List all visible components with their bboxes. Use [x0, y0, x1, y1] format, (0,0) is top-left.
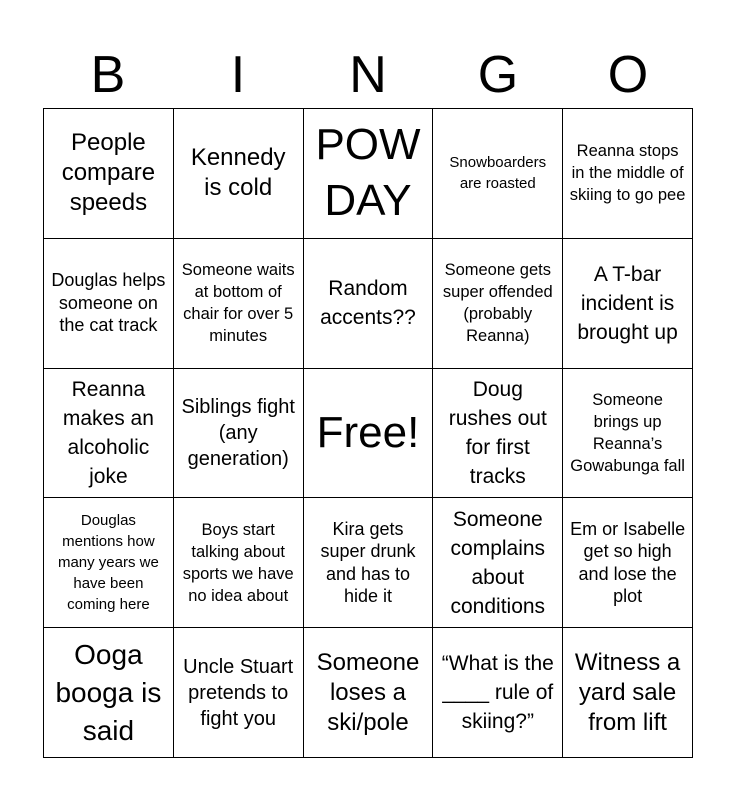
cell-text: Someone complains about conditions — [450, 507, 546, 618]
bingo-cell[interactable] — [44, 109, 174, 239]
cell-text: Random accents?? — [320, 277, 416, 330]
bingo-cell[interactable] — [563, 109, 693, 239]
cell-text: Ooga booga is said — [55, 638, 162, 746]
cell-text: A T-bar incident is brought up — [577, 262, 678, 344]
cell-text: Witness a yard sale from lift — [574, 648, 681, 736]
cell-text: Doug rushes out for first tracks — [448, 377, 547, 488]
bingo-cell[interactable] — [304, 498, 434, 628]
bingo-cell[interactable] — [174, 628, 304, 758]
bingo-cell[interactable] — [44, 369, 174, 499]
bingo-cell[interactable] — [44, 498, 174, 628]
header-letter-g: G — [477, 46, 519, 104]
bingo-cell[interactable] — [563, 369, 693, 499]
cell-text: Douglas helps someone on the cat track — [51, 270, 166, 336]
cell-text: Reanna stops in the middle of skiing to go pee — [569, 142, 686, 205]
bingo-cell[interactable] — [563, 628, 693, 758]
header-letter-n: N — [349, 46, 387, 104]
bingo-cell[interactable] — [304, 109, 434, 239]
cell-text: Someone gets super offended (probably Reanna) — [442, 261, 553, 346]
cell-text: Kennedy is cold — [190, 144, 286, 202]
bingo-cell[interactable] — [433, 239, 563, 369]
bingo-grid — [43, 108, 693, 758]
cell-text: Kira gets super drunk and has to hide it — [320, 518, 416, 607]
cell-text: Douglas mentions how many years we have been coming here — [57, 512, 159, 614]
bingo-header — [43, 42, 693, 108]
bingo-cell[interactable] — [304, 239, 434, 369]
header-letter-b: B — [90, 46, 126, 104]
bingo-cell[interactable] — [563, 239, 693, 369]
free-space[interactable] — [304, 369, 434, 499]
cell-text: Uncle Stuart pretends to fight you — [183, 655, 294, 730]
header-letter-o: O — [607, 46, 649, 104]
bingo-cell[interactable] — [563, 498, 693, 628]
cell-text: Someone brings up Reanna’s Gowabunga fall — [570, 390, 685, 475]
bingo-cell[interactable] — [174, 369, 304, 499]
cell-text: Reanna makes an alcoholic joke — [62, 377, 154, 488]
cell-text: “What is the ____ rule of skiing?” — [441, 652, 554, 734]
cell-text: People compare speeds — [61, 129, 156, 217]
bingo-cell[interactable] — [433, 109, 563, 239]
bingo-cell[interactable] — [433, 498, 563, 628]
cell-text: Free! — [316, 407, 420, 457]
header-letter-i: I — [230, 46, 246, 104]
bingo-cell[interactable] — [433, 369, 563, 499]
cell-text: Boys start talking about sports we have no idea about — [182, 520, 294, 605]
bingo-cell[interactable] — [174, 239, 304, 369]
bingo-cell[interactable] — [304, 628, 434, 758]
bingo-cell[interactable] — [44, 628, 174, 758]
cell-text: Someone loses a ski/pole — [316, 648, 420, 736]
cell-text: Someone waits at bottom of chair for over 5 minutes — [181, 261, 295, 346]
cell-text: Em or Isabelle get so high and lose the plot — [570, 518, 686, 607]
bingo-cell[interactable] — [174, 109, 304, 239]
bingo-cell[interactable] — [44, 239, 174, 369]
cell-text: POW DAY — [315, 120, 421, 226]
bingo-cell[interactable] — [433, 628, 563, 758]
bingo-cell[interactable] — [174, 498, 304, 628]
cell-text: Siblings fight (any generation) — [181, 395, 295, 470]
cell-text: Snowboarders are roasted — [449, 154, 547, 193]
